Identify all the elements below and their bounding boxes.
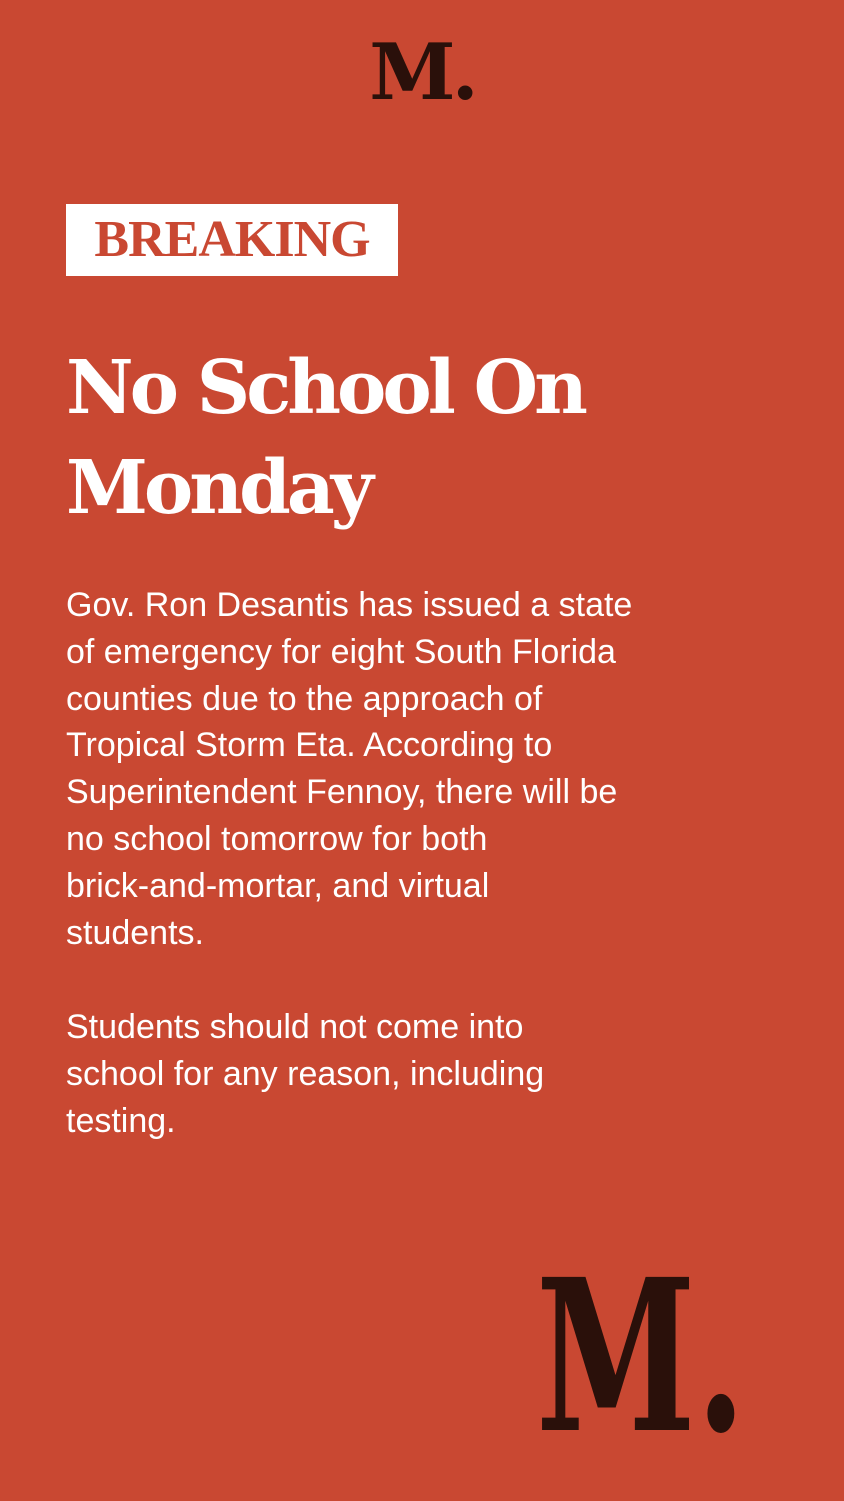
paragraph-1-line: counties due to the approach of xyxy=(66,679,543,718)
paragraph-2-line: school for any reason, including xyxy=(66,1055,545,1094)
paragraph-2-line: testing. xyxy=(66,1101,176,1140)
paragraph-1-line: Tropical Storm Eta. According to xyxy=(66,726,553,765)
paragraph-1-line: Superintendent Fennoy, there will be xyxy=(66,773,618,812)
paragraph-1-line: no school tomorrow for both xyxy=(66,819,488,858)
headline xyxy=(66,338,786,538)
headline-line-1: No School On xyxy=(66,345,584,431)
paragraph-1-line: students. xyxy=(66,913,204,952)
headline-line-2: Monday xyxy=(66,445,370,531)
paragraph-1 xyxy=(66,582,786,956)
brand-logo-bottom xyxy=(536,1233,804,1480)
brand-logo-top: M. xyxy=(369,27,475,118)
paragraph-2 xyxy=(66,1004,786,1144)
paragraph-2-line: Students should not come into xyxy=(66,1008,524,1047)
article-body xyxy=(66,582,786,1145)
brand-logo-bottom-text: M. xyxy=(536,1233,746,1480)
paragraph-1-line: of emergency for eight South Florida xyxy=(66,632,616,671)
brand-logo-bottom-graphic xyxy=(536,1233,804,1480)
paragraph-1-line: brick-and-mortar, and virtual xyxy=(66,866,490,905)
paragraph-1-line: Gov. Ron Desantis has issued a state xyxy=(66,586,633,624)
breaking-badge: BREAKING xyxy=(66,204,398,276)
